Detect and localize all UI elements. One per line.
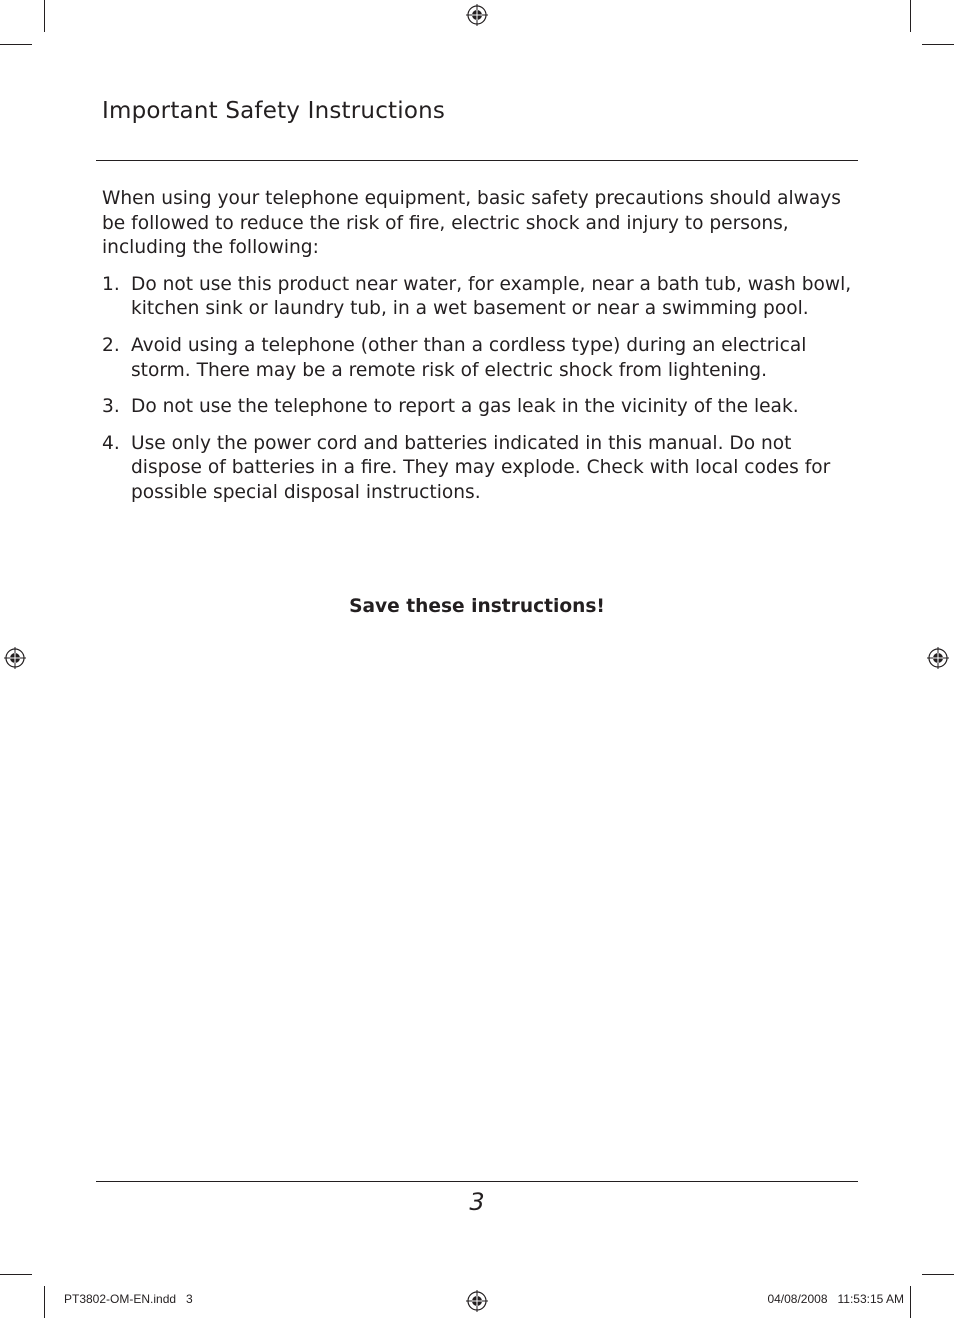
- list-item-number: 4.: [102, 432, 120, 454]
- list-item: [102, 395, 854, 420]
- list-item-text: Use only the power cord and batteries indicated in this manual. Do not dispose of batteries in a fire. They may explode. Check with local codes for possible special disposal instructions.: [131, 432, 831, 503]
- page-number: 3: [469, 1188, 485, 1216]
- crop-mark-top-left-horizontal: [0, 44, 32, 45]
- crop-mark-bottom-left-vertical: [44, 1286, 45, 1318]
- list-item-number: 3.: [102, 396, 120, 418]
- registration-mark-icon: [4, 647, 26, 669]
- crop-mark-top-right-vertical: [910, 0, 911, 32]
- header-divider: [96, 160, 858, 161]
- save-instructions-note: Save these instructions!: [349, 596, 605, 617]
- crop-mark-bottom-right-vertical: [910, 1286, 911, 1318]
- list-item-text: Avoid using a telephone (other than a cordless type) during an electrical storm. There may be a remote risk of electric shock from lightening.: [131, 334, 807, 381]
- slug-filename: PT3802-OM-EN.indd 3: [64, 1292, 193, 1306]
- list-item: [102, 432, 854, 506]
- intro-paragraph: When using your telephone equipment, basic safety precautions should always be followed to reduce the risk of fire, electric shock and injury to persons, including the following:: [102, 188, 841, 259]
- crop-mark-bottom-right-horizontal: [922, 1274, 954, 1275]
- slug-timestamp: 04/08/2008 11:53:15 AM: [767, 1292, 904, 1306]
- crop-mark-bottom-left-horizontal: [0, 1274, 32, 1275]
- list-item: [102, 334, 854, 383]
- crop-mark-top-left-vertical: [44, 0, 45, 32]
- list-item-number: 2.: [102, 334, 120, 356]
- page-title: Important Safety Instructions: [102, 98, 446, 124]
- list-item-text: Do not use the telephone to report a gas leak in the vicinity of the leak.: [131, 396, 799, 418]
- list-item: [102, 273, 854, 322]
- safety-instructions-body: [102, 187, 854, 518]
- footer-divider: [96, 1181, 858, 1182]
- registration-mark-icon: [927, 647, 949, 669]
- registration-mark-icon: [466, 4, 488, 26]
- instruction-list: [102, 273, 854, 506]
- registration-mark-icon: [466, 1290, 488, 1312]
- list-item-text: Do not use this product near water, for example, near a bath tub, wash bowl, kitchen sink or laundry tub, in a wet basement or near a swimming pool.: [131, 273, 852, 320]
- list-item-number: 1.: [102, 273, 120, 295]
- crop-mark-top-right-horizontal: [922, 44, 954, 45]
